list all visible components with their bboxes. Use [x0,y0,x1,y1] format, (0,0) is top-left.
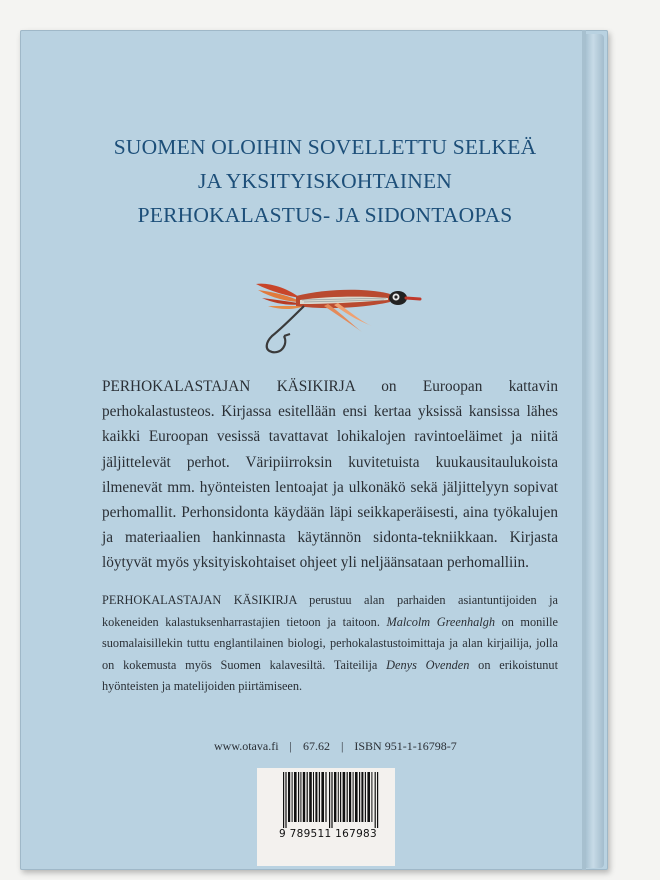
barcode-label [257,768,395,866]
description-paragraph: PERHOKALASTAJAN KÄSIKIRJA on Euroopan kattavin perhokalastusteos. Kirjassa esitellään ensi kertaa yksissä kansissa lähes kaikki Euroopan vesissä tavattavat lohikalojen ravintoeläimet ja niitä jäljittelevät perhot. Väripiirroksin kuvitetuista kuukausitaulukoista ilmenevät mm. hyönteisten lentoajat ja ulkonäkö sekä jäljittelyyn sopivat perhomallit. Perhonsidonta käydään läpi seikkaperäisesti, aina työkalujen ja materiaalien hankinnasta käytännön sidonta-tekniikkaan. Kirjasta löytyvät myös yksityiskohtaiset ohjeet yli neljäänsataan perhomalliin. [102,378,558,572]
headline-line-3: PERHOKALASTUS- JA SIDONTAOPAS [137,203,513,227]
author-text-1: PERHOKALASTAJAN KÄSIKIRJA perustuu alan parhaiden asiantuntijoiden ja kokeneiden kalastuksenharrastajien tietoon ja taitoon. [102,593,558,629]
author-name: Malcolm Greenhalgh [386,614,496,629]
footer-separator: | [340,739,344,753]
barcode-digits: 9 789511 167983 [279,828,378,840]
fishing-fly-icon [238,270,428,360]
author-paragraph [102,590,558,698]
author-text-3: on erikoistunut hyönteisten ja matelijoiden piirtämiseen. [102,657,558,694]
illustrator-name: Denys Ovenden [386,657,470,672]
footer-separator: | [289,739,292,753]
cover-headline [40,130,610,232]
classification-code: 67.62 [302,739,330,753]
barcode-icon [283,772,379,828]
headline-line-2: JA YKSITYISKOHTAINEN [197,169,453,193]
isbn-number: ISBN 951-1-16798-7 [354,739,457,753]
publisher-footer [214,739,457,754]
author-text-2: on monille suomalaisillekin tuttu englantilainen biologi, perhokalastustoimittaja ja alan kirjailija, jolla on kokemusta myös Suomen kalavesiltä. Taiteilija [102,614,558,672]
publisher-website: www.otava.fi [214,739,279,753]
headline-line-1: SUOMEN OLOIHIN SOVELLETTU SELKEÄ [113,135,537,159]
